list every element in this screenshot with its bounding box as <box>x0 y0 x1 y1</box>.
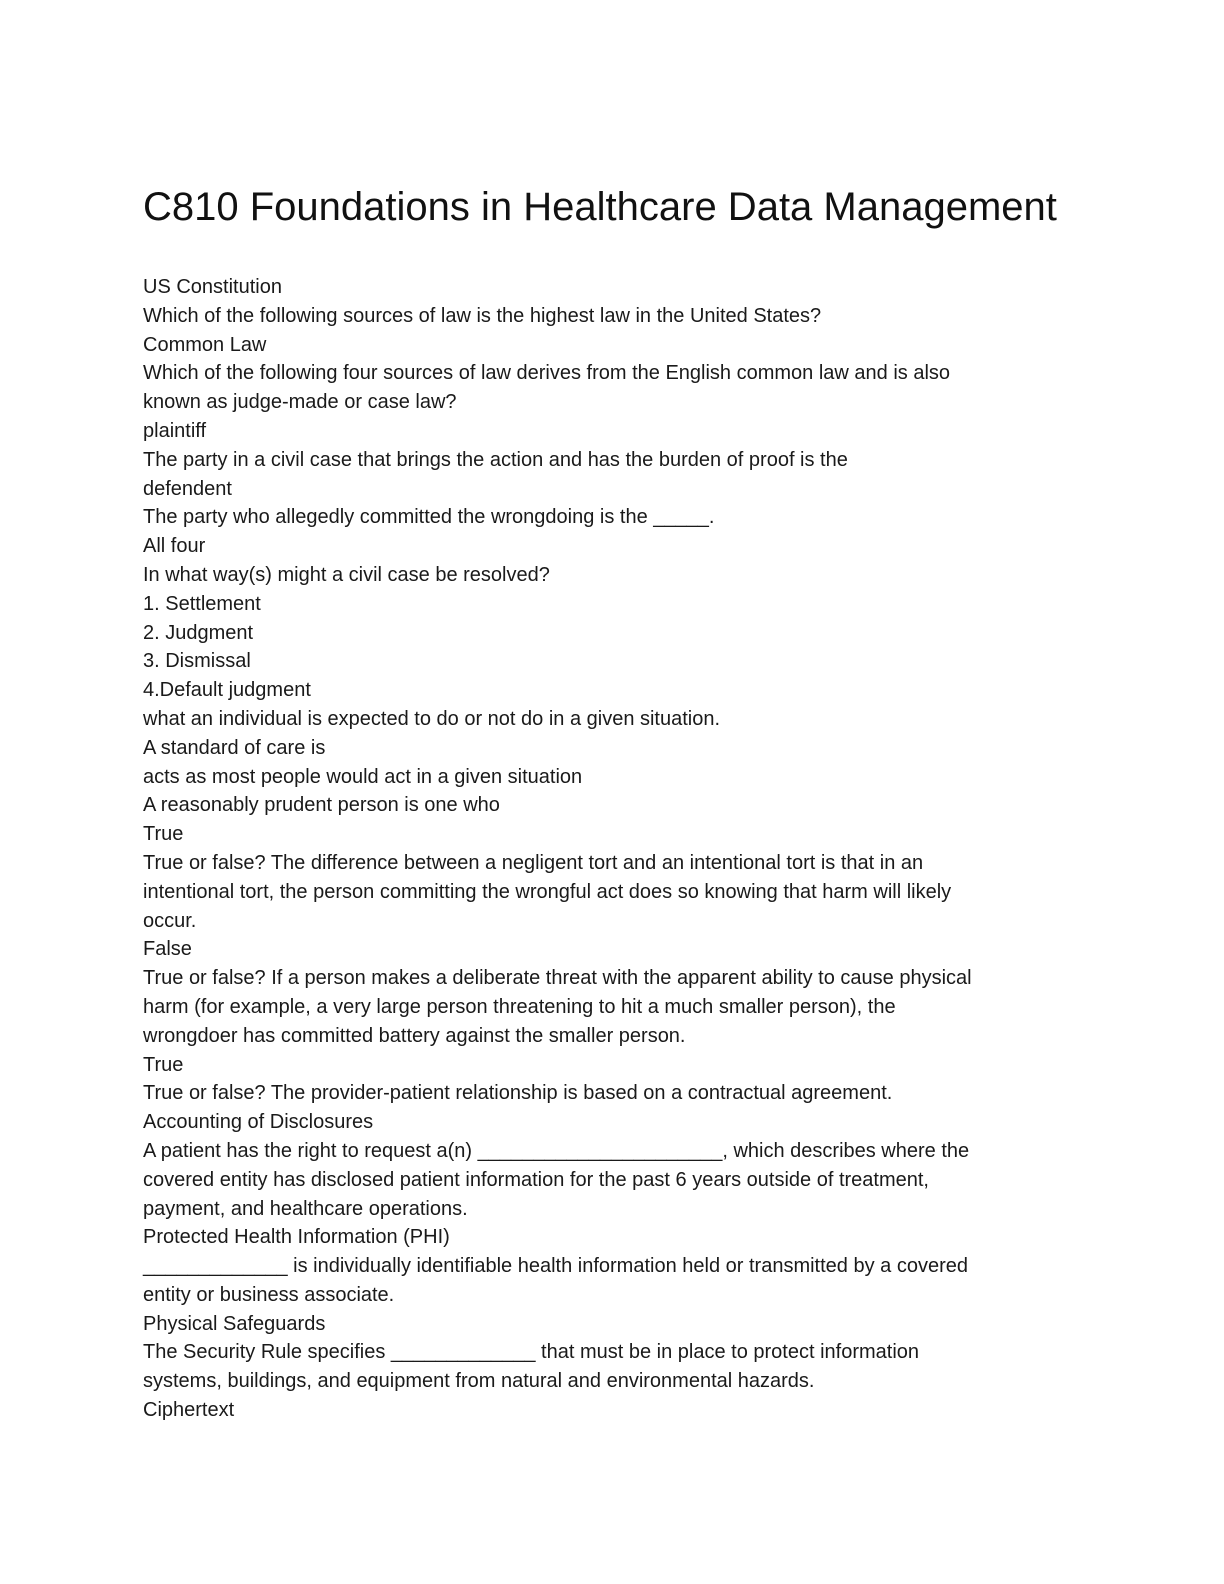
text-line: True <box>143 823 184 846</box>
text-line: The Security Rule specifies _____________ that must be in place to protect information <box>143 1341 920 1364</box>
text-line: False <box>143 938 192 961</box>
text-line: what an individual is expected to do or not do in a given situation. <box>143 707 721 730</box>
text-line: The party in a civil case that brings the action and has the burden of proof is the <box>143 448 848 471</box>
text-line: systems, buildings, and equipment from natural and environmental hazards. <box>143 1370 815 1393</box>
text-line: entity or business associate. <box>143 1283 395 1306</box>
text-line: Which of the following sources of law is the highest law in the United States? <box>143 304 822 327</box>
text-line: True <box>143 1053 184 1076</box>
text-line: 1. Settlement <box>143 592 261 615</box>
text-line: 3. Dismissal <box>143 650 251 673</box>
text-line: Accounting of Disclosures <box>143 1111 374 1134</box>
text-line: 4.Default judgment <box>143 679 311 702</box>
text-line: Physical Safeguards <box>143 1312 326 1335</box>
text-line: 2. Judgment <box>143 621 254 644</box>
text-line: Which of the following four sources of law derives from the English common law and is also <box>143 362 951 385</box>
text-line: occur. <box>143 909 197 932</box>
text-line: A standard of care is <box>143 736 326 759</box>
document-body <box>143 273 1063 1425</box>
text-line: True or false? The difference between a negligent tort and an intentional tort is that in an <box>143 851 924 874</box>
text-line: All four <box>143 535 206 558</box>
text-line: US Constitution <box>143 276 282 298</box>
text-line: covered entity has disclosed patient information for the past 6 years outside of treatment, <box>143 1168 929 1191</box>
text-line: Ciphertext <box>143 1399 235 1422</box>
text-line: A patient has the right to request a(n) ______________________, which describes where the <box>143 1139 970 1162</box>
text-line: intentional tort, the person committing the wrongful act does so knowing that harm will likely <box>143 880 952 903</box>
text-line: defendent <box>143 477 232 500</box>
text-line: wrongdoer has committed battery against the smaller person. <box>143 1024 686 1047</box>
text-line: In what way(s) might a civil case be resolved? <box>143 563 550 586</box>
text-line: True or false? If a person makes a deliberate threat with the apparent ability to cause physical <box>143 967 972 990</box>
text-line: True or false? The provider-patient relationship is based on a contractual agreement. <box>143 1082 893 1105</box>
text-line: _____________ is individually identifiable health information held or transmitted by a covered <box>143 1255 968 1278</box>
text-line: payment, and healthcare operations. <box>143 1197 468 1220</box>
text-line: plaintiff <box>143 419 207 442</box>
text-line: Common Law <box>143 333 267 356</box>
text-line: The party who allegedly committed the wrongdoing is the _____. <box>143 506 715 529</box>
text-line: A reasonably prudent person is one who <box>143 794 500 817</box>
text-line: known as judge-made or case law? <box>143 391 457 414</box>
document-title: C810 Foundations in Healthcare Data Management <box>143 185 1057 229</box>
text-line: harm (for example, a very large person threatening to hit a much smaller person), the <box>143 995 896 1018</box>
text-line: acts as most people would act in a given situation <box>143 765 583 788</box>
text-line: Protected Health Information (PHI) <box>143 1226 450 1249</box>
